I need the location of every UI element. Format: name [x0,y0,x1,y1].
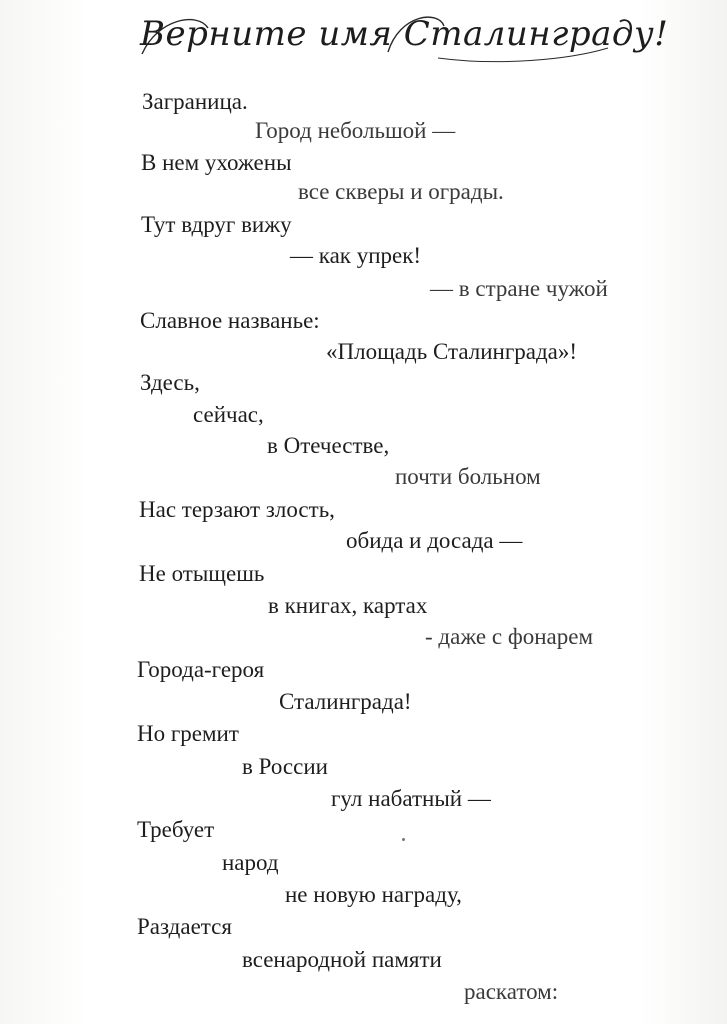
poem-line: Требует [137,817,215,842]
poem-line: - даже с фонарем [425,624,594,649]
poem-line: Города-героя [137,657,265,682]
poem-line: в Отечестве, [267,433,390,458]
poem-line: раскатом: [464,979,559,1004]
poem-line: Сталинграда! [279,689,412,714]
poem-line: — в стране чужой [430,276,608,301]
poem-line: Заграница. [142,89,248,114]
poem-line: Раздается [137,914,232,939]
poem-line: Славное названье: [140,308,320,333]
poem-line: не новую награду, [285,882,462,907]
poem-line: Но гремит [137,721,239,746]
poem-line: сейчас, [193,402,264,427]
poem-line: «Площадь Сталинграда»! [326,339,578,364]
poem-line: в России [242,754,328,779]
poem-line: — как упрек! [290,243,422,268]
ink-speck [402,838,405,841]
page-title: Верните имя Сталинграду! [140,14,669,54]
poem-line: обида и досада — [346,528,523,553]
poem-line: в книгах, картах [268,593,428,618]
poem-line: Город небольшой — [255,118,456,143]
poem-line: все скверы и ограды. [298,179,504,204]
poem-line: Не отыщешь [139,561,265,586]
poem-line: гул набатный — [331,786,491,811]
poem-line: В нем ухожены [141,150,292,175]
poem-line: Тут вдруг вижу [141,212,292,237]
poem-line: Нас терзают злость, [139,497,335,522]
poem-line: почти больном [395,464,541,489]
poem-line: народ [222,850,279,875]
poem-line: Здесь, [140,370,200,395]
poem-line: всенародной памяти [242,947,442,972]
